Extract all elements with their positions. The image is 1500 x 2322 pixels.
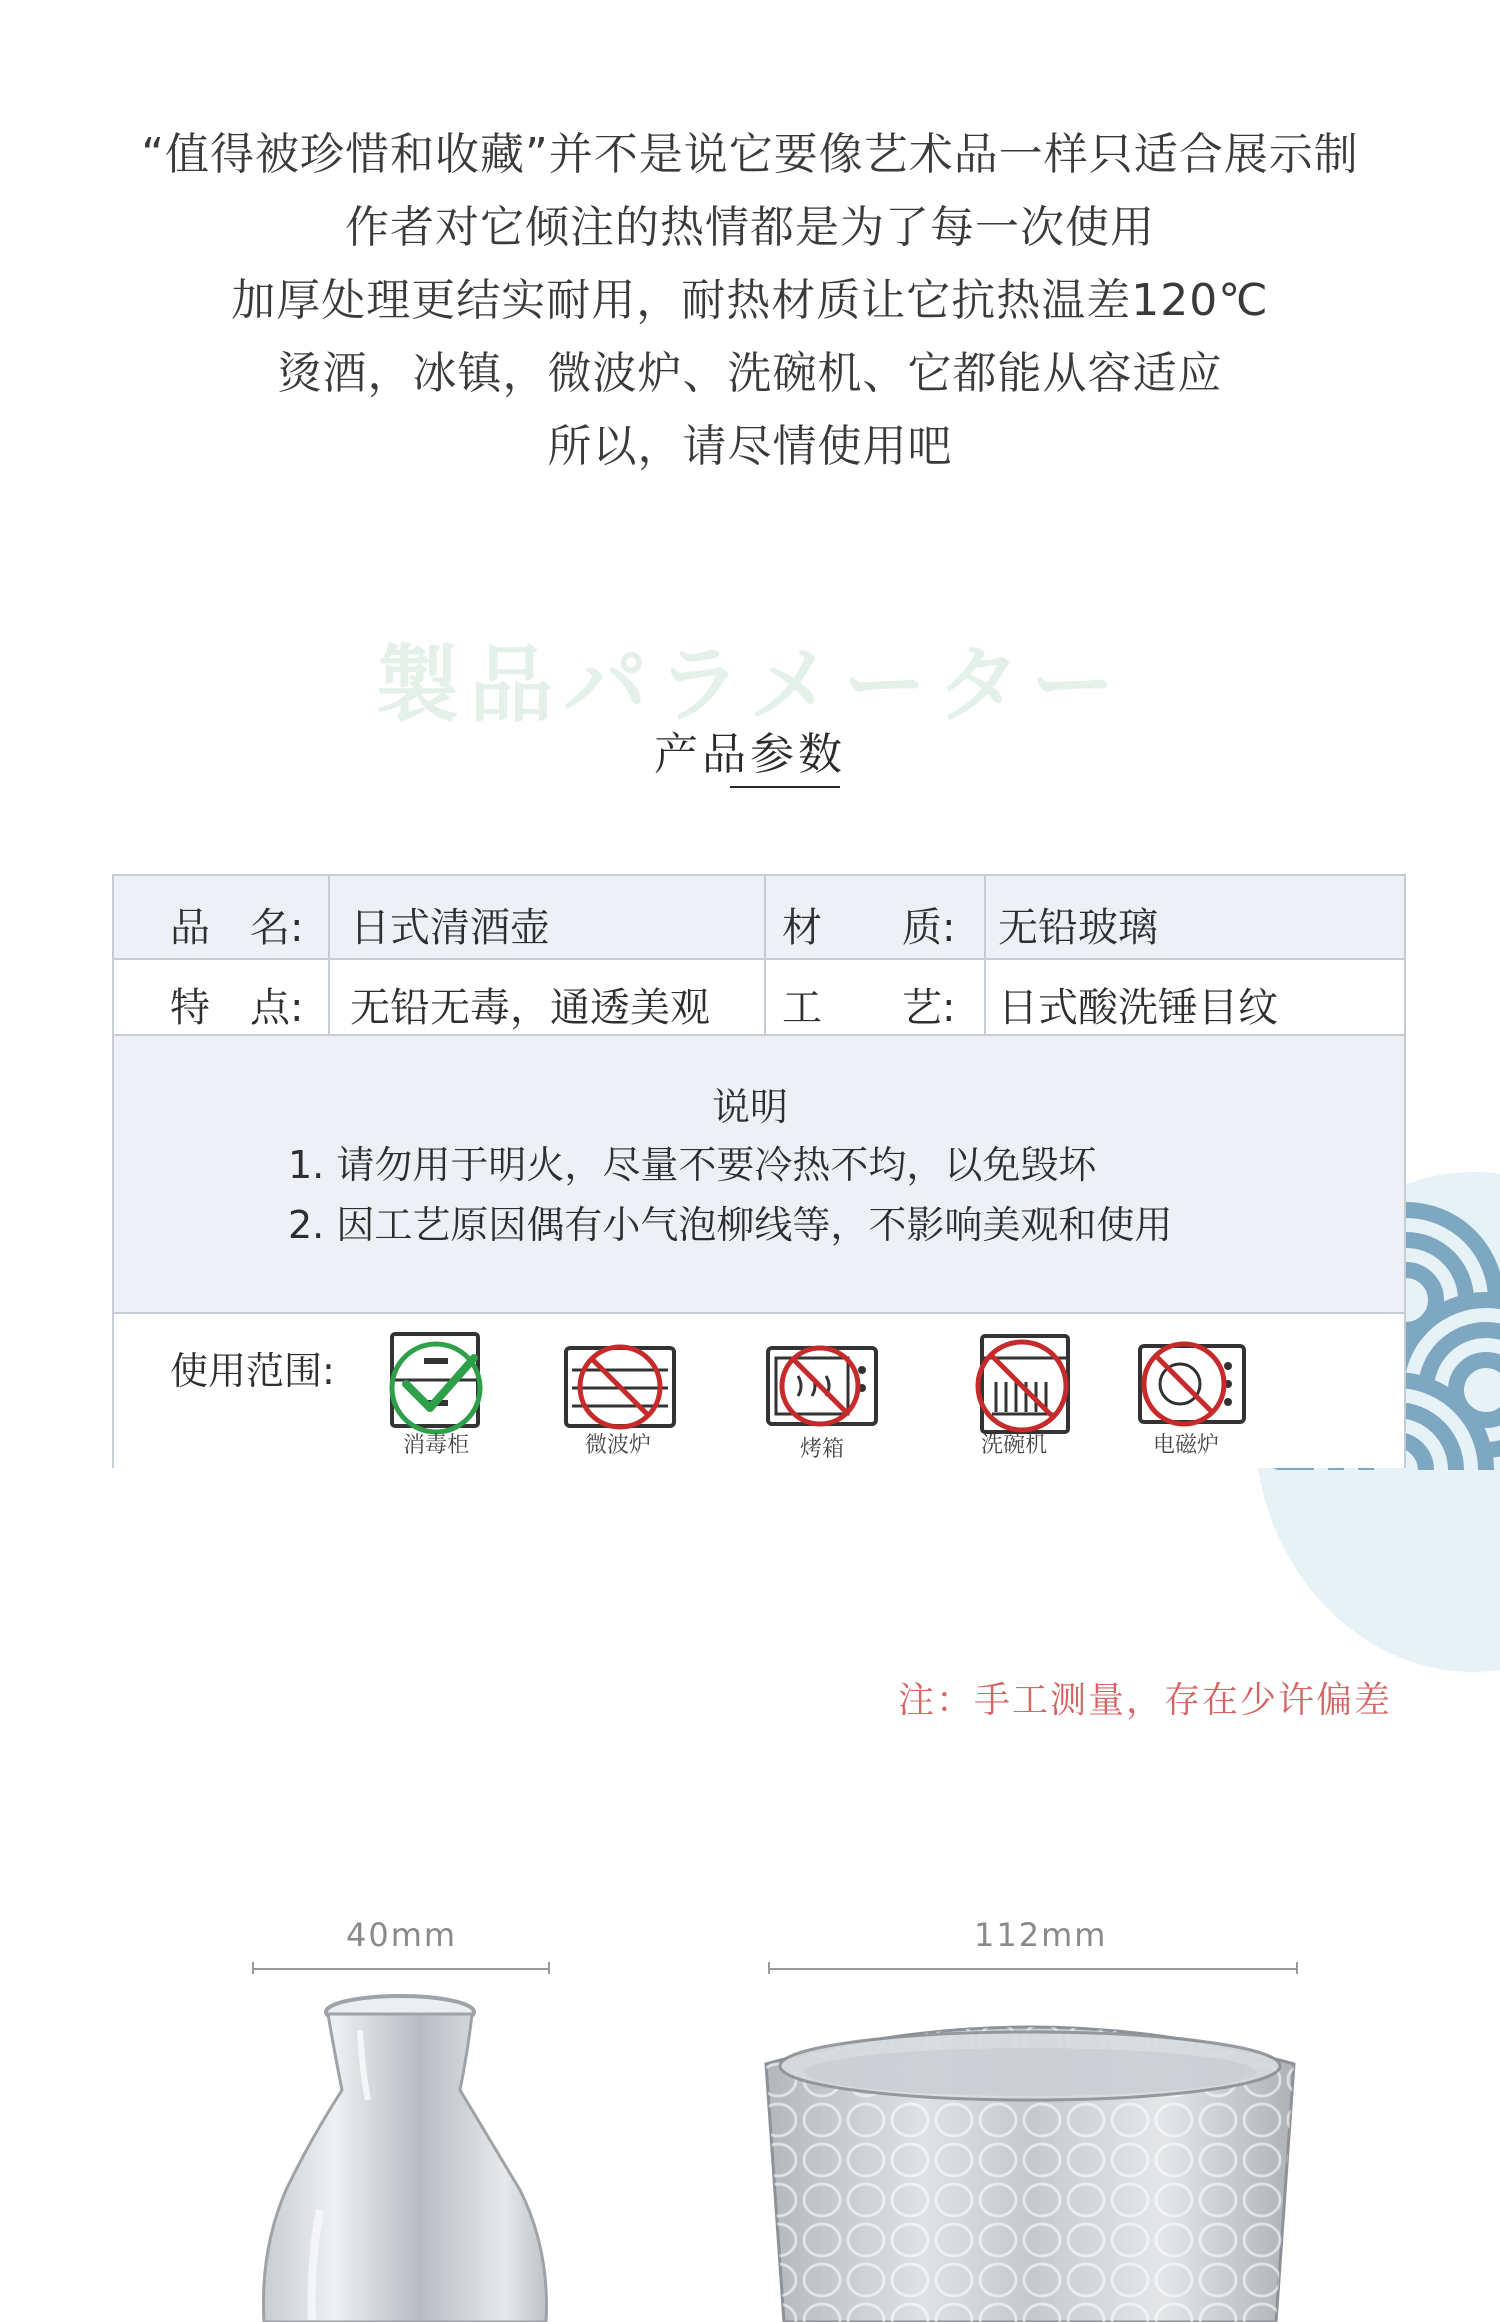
table-divider: [764, 876, 766, 1036]
measurement-footnote: 注：手工测量，存在少许偏差: [898, 1680, 1393, 1721]
feature-value: 无铅无毒，通透美观: [350, 985, 710, 1031]
product-name-value: 日式清酒壶: [350, 905, 550, 951]
cup-width-label: 112mm: [974, 1916, 1108, 1954]
usage-item-label: 电磁炉: [1152, 1433, 1219, 1458]
intro-line-3: 加厚处理更结实耐用，耐热材质让它抗热温差120℃: [231, 275, 1269, 326]
sake-bottle-image: [250, 1990, 570, 2322]
material-label: 材 质:: [782, 905, 956, 951]
dimension-tick: [548, 1962, 550, 1974]
section-title-underline: [730, 786, 840, 788]
table-divider: [984, 876, 986, 1036]
sterilizer-icon: [376, 1320, 496, 1440]
craft-value: 日式酸洗锤目纹: [998, 985, 1278, 1031]
sake-cup-image: [756, 2020, 1304, 2322]
dimension-tick: [252, 1962, 254, 1974]
notes-title: 说明: [711, 1085, 788, 1129]
material-value: 无铅玻璃: [998, 905, 1158, 951]
bottle-width-line: [252, 1968, 550, 1970]
usage-label: 使用范围:: [170, 1349, 335, 1393]
feature-label: 特 点:: [170, 985, 304, 1031]
usage-item-label: 微波炉: [584, 1433, 651, 1458]
table-divider: [328, 876, 330, 1036]
usage-item-label: 洗碗机: [980, 1433, 1047, 1458]
note-item-1: 1. 请勿用于明火，尽量不要冷热不均，以免毁坏: [288, 1143, 1097, 1187]
table-row: [114, 876, 1404, 960]
intro-paragraph: [0, 118, 1500, 483]
section-title: 产品参数: [654, 729, 846, 780]
bottle-width-label: 40mm: [346, 1916, 458, 1954]
dimension-tick: [768, 1962, 770, 1974]
usage-item-label: 烤箱: [799, 1437, 844, 1462]
usage-item-label: 消毒柜: [402, 1433, 469, 1458]
note-item-2: 2. 因工艺原因偶有小气泡柳线等，不影响美观和使用: [288, 1203, 1173, 1247]
intro-line-2: 作者对它倾注的热情都是为了每一次使用: [345, 202, 1155, 253]
craft-label: 工 艺:: [782, 985, 956, 1031]
intro-line-5: 所以，请尽情使用吧: [547, 421, 953, 472]
section-background-title: 製品パラメーター: [375, 636, 1125, 734]
cup-width-line: [768, 1968, 1298, 1970]
intro-line-4: 烫酒，冰镇，微波炉、洗碗机、它都能从容适应: [277, 348, 1223, 399]
intro-line-1: “值得被珍惜和收藏”并不是说它要像艺术品一样只适合展示制: [141, 129, 1359, 180]
dimension-tick: [1296, 1962, 1298, 1974]
product-name-label: 品 名:: [170, 905, 304, 951]
